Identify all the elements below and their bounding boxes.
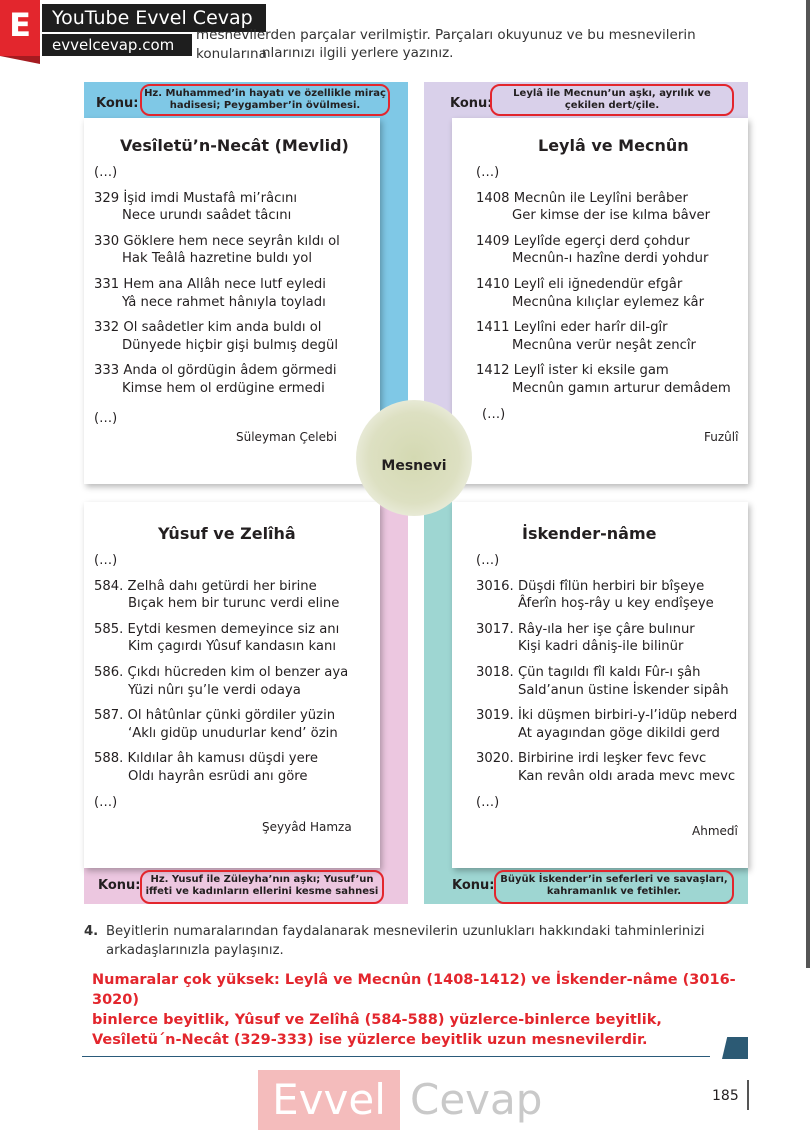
- verse-line: Kim çagırdı Yûsuf kandasın kanı: [128, 639, 336, 655]
- verse: [476, 233, 744, 268]
- konu-answer-iskender: Büyük İskender’in seferleri ve savaşları, kahramanlık ve fetihler.: [494, 870, 734, 904]
- verse-line: Âferîn hoş-rây u key endîşeye: [518, 596, 714, 612]
- author-leyla: Fuzûlî: [704, 430, 739, 444]
- verse: [94, 578, 376, 613]
- konu-label-yusuf: Konu:: [98, 878, 141, 893]
- page-number-bar: [747, 1080, 749, 1110]
- verse-line: 3016. Düşdi fîlün herbiri bir bîşeye: [476, 578, 705, 594]
- card-mevlid: [84, 118, 380, 484]
- answer-text: [92, 970, 752, 1050]
- question-text: Beyitlerin numaralarından faydalanarak mesnevilerin uzunlukları hakkındaki tahminlerinizi arkadaşlarınızla paylaşınız.: [106, 924, 705, 958]
- card-leyla: [452, 118, 748, 484]
- author-iskender: Ahmedî: [692, 824, 738, 838]
- konu-answer-yusuf: Hz. Yusuf ile Züleyha’nın aşkı; Yusuf’un iffeti ve kadınların ellerini kesme sahnesi: [140, 870, 384, 904]
- question-number: 4.: [84, 924, 99, 939]
- author-yusuf: Şeyyâd Hamza: [262, 820, 352, 834]
- verse-line: 3020. Birbirine irdi leşker fevc fevc: [476, 751, 707, 767]
- verse: [94, 276, 374, 311]
- title-iskender: İskender-nâme: [522, 524, 657, 543]
- verse: [94, 664, 376, 699]
- konu-answer-leyla: Leylâ ile Mecnun’un aşkı, ayrılık ve çekilen dert/çile.: [490, 84, 734, 116]
- ellipsis-close: (…): [94, 794, 118, 810]
- card-yusuf: [84, 502, 380, 868]
- verse: [94, 233, 374, 268]
- verse-line: Dünyede hiçbir gişi bulmış degül: [122, 337, 338, 353]
- page-edge: [806, 0, 810, 968]
- verse: [476, 362, 744, 397]
- page-number: 185: [712, 1088, 739, 1104]
- verse-line: 585. Eytdi kesmen demeyince siz anı: [94, 621, 340, 637]
- ellipsis-close: (…): [94, 410, 118, 426]
- konu-label-leyla: Konu:: [450, 96, 493, 111]
- verse-line: Bıçak hem bir turunc verdi eline: [128, 596, 340, 612]
- center-label: Mesnevi: [381, 458, 447, 474]
- verse: [94, 319, 374, 354]
- verse-line: 3019. İki düşmen birbiri-y-l’idüp neberd: [476, 708, 738, 724]
- verse-line: ‘Aklı gidüp unudurlar kend’ özin: [128, 725, 338, 741]
- intro-line-1: mesnevilerden parçalar verilmiştir. Parçaları okuyunuz ve bu mesnevilerin konularına: [196, 27, 696, 62]
- verse-line: Ger kimse der ise kılma bâver: [512, 208, 711, 224]
- footer-divider: [82, 1056, 710, 1057]
- ellipsis-open: (…): [476, 165, 500, 180]
- answer-line: binlerce beyitlik, Yûsuf ve Zelîhâ (584-588) yüzlerce-binlerce beyitlik,: [92, 1012, 662, 1028]
- verse-line: 3018. Çün tagıldı fîl kaldı Fûr-ı şâh: [476, 664, 701, 680]
- verse-line: 1411 Leylîni eder harîr dil-gîr: [476, 320, 668, 336]
- verse-line: Yüzi nûrı şu’le verdi odaya: [128, 682, 301, 698]
- verse: [476, 319, 744, 354]
- verse: [476, 707, 744, 742]
- verse: [94, 750, 376, 785]
- title-mevlid: Vesîletü’n-Necât (Mevlid): [120, 136, 349, 155]
- verses-yusuf: [94, 552, 376, 811]
- verse-line: 1408 Mecnûn ile Leylîni berâber: [476, 190, 688, 206]
- konu-answer-mevlid: Hz. Muhammed’in hayatı ve özellikle miraç hadisesi; Peygamber’in övülmesi.: [140, 84, 390, 116]
- ellipsis-open: (…): [476, 553, 500, 568]
- title-yusuf: Yûsuf ve Zelîhâ: [158, 524, 296, 543]
- verse: [476, 578, 744, 613]
- verse: [476, 276, 744, 311]
- konu-label-mevlid: Konu:: [96, 96, 139, 111]
- verse-line: Hak Teâlâ hazretine buldı yol: [122, 251, 313, 267]
- verse-line: Oldı hayrân esrüdi anı göre: [128, 768, 308, 784]
- ellipsis-close: (…): [482, 406, 506, 422]
- answer-line: Numaralar çok yüksek: Leylâ ve Mecnûn (1408-1412) ve İskender-nâme (3016-3020): [92, 972, 736, 1008]
- title-leyla: Leylâ ve Mecnûn: [538, 136, 689, 155]
- verse-line: Kişi kadri dâniş-ile bilinür: [518, 639, 684, 655]
- verse: [476, 621, 744, 656]
- watermark-cevap: Cevap: [410, 1075, 543, 1124]
- verse-line: Mecnûn gamın arturur demâdem: [512, 380, 731, 396]
- ellipsis-open: (…): [94, 165, 118, 180]
- verse: [94, 190, 374, 225]
- brand-logo: E: [0, 0, 40, 56]
- brand-title[interactable]: YouTube Evvel Cevap: [42, 4, 266, 32]
- verse-line: Sald’anun üstine İskender sipâh: [518, 682, 729, 698]
- verse-line: 333 Anda ol gördügin âdem görmedi: [94, 363, 337, 379]
- verse: [94, 621, 376, 656]
- verse-line: 586. Çıkdı hücreden kim ol benzer aya: [94, 664, 349, 680]
- verse-line: 1410 Leylî eli iğnedendür efgâr: [476, 276, 683, 292]
- intro-line-2: nlarınızı ilgili yerlere yazınız.: [262, 45, 454, 61]
- verse-line: Mecnûna verür neşât zencîr: [512, 337, 696, 353]
- verse: [476, 190, 744, 225]
- verse-line: 584. Zelhâ dahı getürdi her birine: [94, 578, 317, 594]
- verses-mevlid: [94, 164, 374, 427]
- verse-line: 588. Kıldılar âh kamusı düşdi yere: [94, 751, 318, 767]
- verse-line: Nece urundı saâdet tâcını: [122, 208, 292, 224]
- verse-line: Yâ nece rahmet hânıyla toyladı: [122, 294, 326, 310]
- watermark-evvel: Evvel: [258, 1070, 400, 1130]
- answer-line: Vesîletü´n-Necât (329-333) ise yüzlerce beyitlik uzun mesnevilerdir.: [92, 1032, 648, 1048]
- verse-line: 330 Göklere hem nece seyrân kıldı ol: [94, 233, 340, 249]
- verse-line: 331 Hem ana Allâh nece lutf eyledi: [94, 276, 326, 292]
- brand-url[interactable]: evvelcevap.com: [42, 34, 192, 56]
- verse-line: At ayagından göge dikildi gerd: [518, 725, 720, 741]
- verse-line: 1409 Leylîde egerçi derd çohdur: [476, 233, 690, 249]
- verses-leyla: [476, 164, 744, 423]
- verse: [476, 664, 744, 699]
- verse-line: 1412 Leylî ister ki eksile gam: [476, 363, 669, 379]
- ellipsis-close: (…): [476, 794, 500, 810]
- verse-line: 3017. Rây-ıla her işe çâre bulınur: [476, 621, 695, 637]
- verse: [476, 750, 744, 785]
- ellipsis-open: (…): [94, 553, 118, 568]
- verse-line: 332 Ol saâdetler kim anda buldı ol: [94, 320, 322, 336]
- verse-line: 329 İşid imdi Mustafâ mi’râcını: [94, 190, 298, 206]
- verse-line: Kimse hem ol erdügine ermedi: [122, 380, 325, 396]
- verse: [94, 707, 376, 742]
- konu-label-iskender: Konu:: [452, 878, 495, 893]
- verses-iskender: [476, 552, 744, 811]
- card-iskender: [452, 502, 748, 868]
- verse-line: Kan revân oldı arada mevc mevc: [518, 768, 736, 784]
- verse-line: Mecnûna kılıçlar eylemez kâr: [512, 294, 705, 310]
- verse: [94, 362, 374, 397]
- verse-line: 587. Ol hâtûnlar çünki gördiler yüzin: [94, 708, 336, 724]
- verse-line: Mecnûn-ı hazîne derdi yohdur: [512, 251, 709, 267]
- author-mevlid: Süleyman Çelebi: [236, 430, 337, 444]
